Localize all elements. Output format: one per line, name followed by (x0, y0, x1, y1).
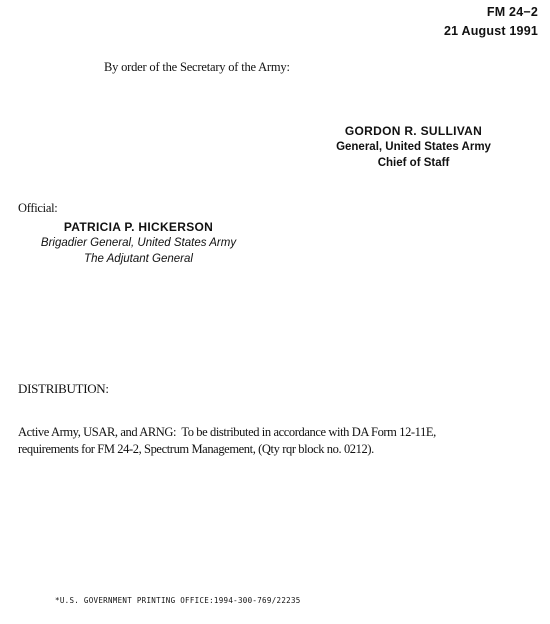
signer-position: Chief of Staff (377, 157, 450, 169)
document-header (444, 3, 538, 41)
official-position: The Adjutant General (84, 253, 193, 265)
signer-rank: General, United States Army (336, 141, 491, 153)
distribution-line-1: Active Army, USAR, and ARNG: To be distributed in accordance with DA Form 12-11E, (18, 425, 436, 439)
distribution-text (18, 424, 488, 458)
distribution-heading: DISTRIBUTION: (18, 381, 109, 396)
official-label: Official: (18, 201, 58, 215)
signer-block (331, 123, 496, 171)
official-rank: Brigadier General, United States Army (40, 237, 237, 249)
order-statement: By order of the Secretary of the Army: (104, 60, 290, 74)
official-block (26, 219, 251, 267)
publication-date: 21 August 1991 (443, 24, 538, 38)
distribution-line-2: requirements for FM 24-2, Spectrum Management, (Qty rqr block no. 0212). (18, 442, 374, 456)
signer-name: GORDON R. SULLIVAN (344, 124, 483, 138)
manual-number: FM 24−2 (486, 5, 538, 19)
gpo-imprint: *U.S. GOVERNMENT PRINTING OFFICE:1994-300-769/22235 (55, 596, 301, 605)
official-name: PATRICIA P. HICKERSON (63, 220, 214, 234)
